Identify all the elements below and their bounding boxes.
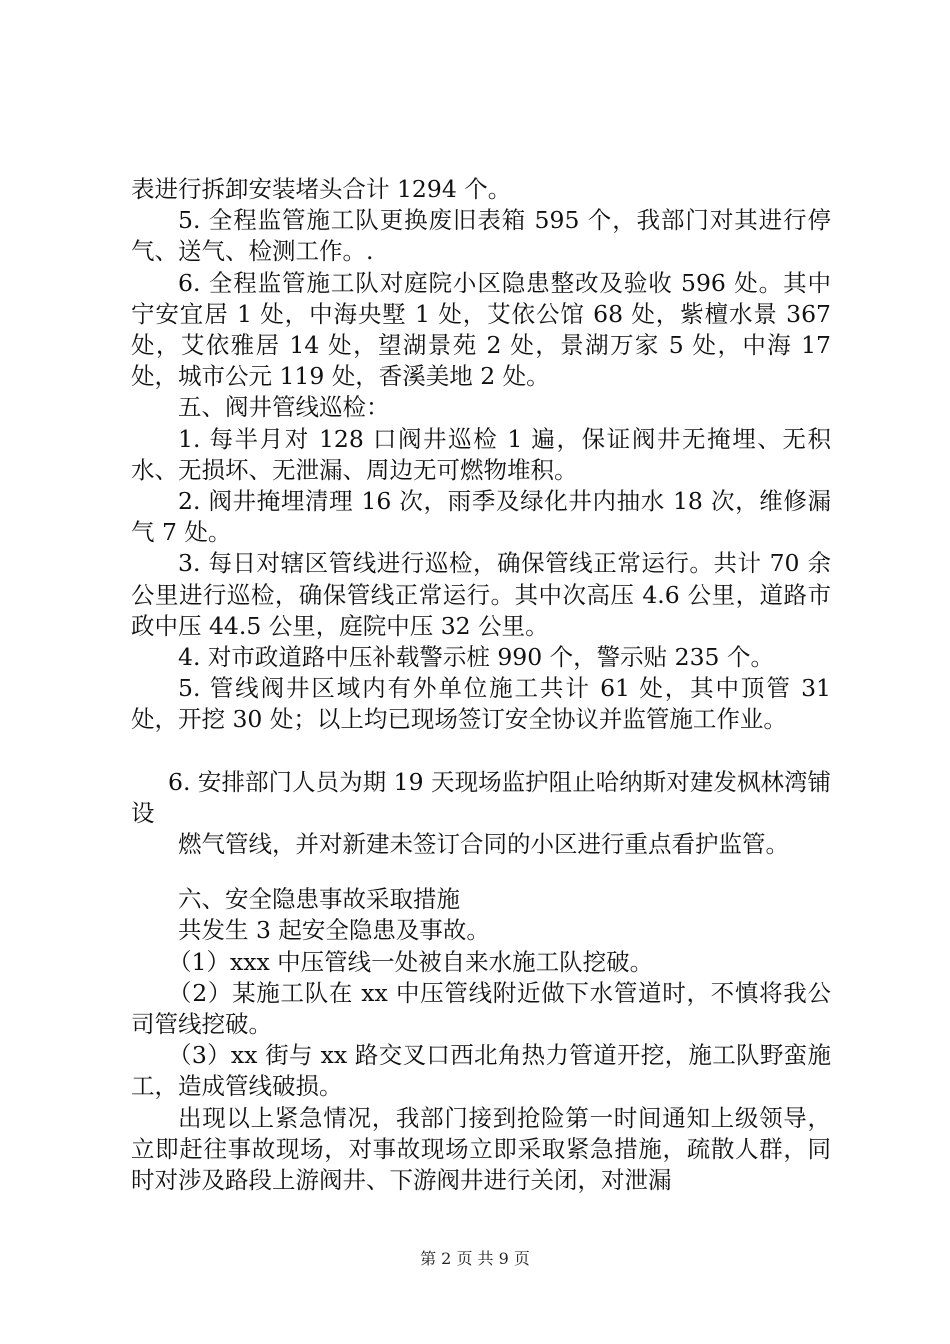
paragraph-0: 表进行拆卸安装堵头合计 1294 个。 <box>131 175 512 203</box>
paragraph-7: 4. 对市政道路中压补载警示桩 990 个，警示贴 235 个。 <box>178 643 774 672</box>
section-heading-5: 五、阀井管线巡检： <box>178 393 390 422</box>
paragraph-9: 6. 安排部门人员为期 19 天现场监护阻止哈纳斯对建发枫林湾铺设 <box>131 767 831 827</box>
paragraph-8: 5. 管线阀井区域内有外单位施工共计 61 处，其中顶管 31 处，开挖 30 处；以上均已现场签订安全协议并监管施工作业。 <box>131 674 831 734</box>
document-body <box>131 174 831 1196</box>
paragraph-6: 3. 每日对辖区管线进行巡检，确保管线正常运行。共计 70 余公里进行巡检，确保管线正常运行。其中次高压 4.6 公里，道路市政中压 44.5 公里，庭院中压 32 公里。 <box>131 549 831 640</box>
paragraph-2: 6. 全程监管施工队对庭院小区隐患整改及验收 596 处。其中宁安宜居 1 处，中海央墅 1 处，艾依公馆 68 处，紫檀水景 367 处，艾依雅居 14 处，望湖景苑 2 处，景湖万家 5 处，中海 17 处，城市公元 119 处，香溪美地 2 处。 <box>131 268 831 391</box>
section-heading-6: 六、安全隐患事故采取措施 <box>178 885 460 914</box>
paragraph-10: 燃气管线，并对新建未签订合同的小区进行重点看护监管。 <box>178 830 789 859</box>
paragraph-14: （2）某施工队在 xx 中压管线附近做下水管道时，不慎将我公司管线挖破。 <box>131 978 831 1039</box>
paragraph-4: 1. 每半月对 128 口阀井巡检 1 遍，保证阀井无掩埋、无积水、无损坏、无泄漏、周边无可燃物堆积。 <box>131 424 831 484</box>
page-number-footer: 第 2 页 共 9 页 <box>420 1249 530 1268</box>
paragraph-12: 共发生 3 起安全隐患及事故。 <box>178 916 490 945</box>
paragraph-15: （3）xx 街与 xx 路交叉口西北角热力管道开挖，施工队野蛮施工，造成管线破损。 <box>131 1041 831 1101</box>
paragraph-16: 出现以上紧急情况，我部门接到抢险第一时间通知上级领导，立即赶往事故现场，对事故现场立即采取紧急措施，疏散人群，同时对涉及路段上游阀井、下游阀井进行关闭，对泄漏 <box>131 1103 831 1195</box>
paragraph-5: 2. 阀井掩埋清理 16 次，雨季及绿化井内抽水 18 次，维修漏气 7 处。 <box>131 487 831 547</box>
blank-line <box>131 860 831 884</box>
paragraph-1: 5. 全程监管施工队更换废旧表箱 595 个，我部门对其进行停气、送气、检测工作。. <box>131 206 831 266</box>
blank-line <box>131 736 831 767</box>
paragraph-13: （1）xxx 中压管线一处被自来水施工队挖破。 <box>168 947 654 976</box>
